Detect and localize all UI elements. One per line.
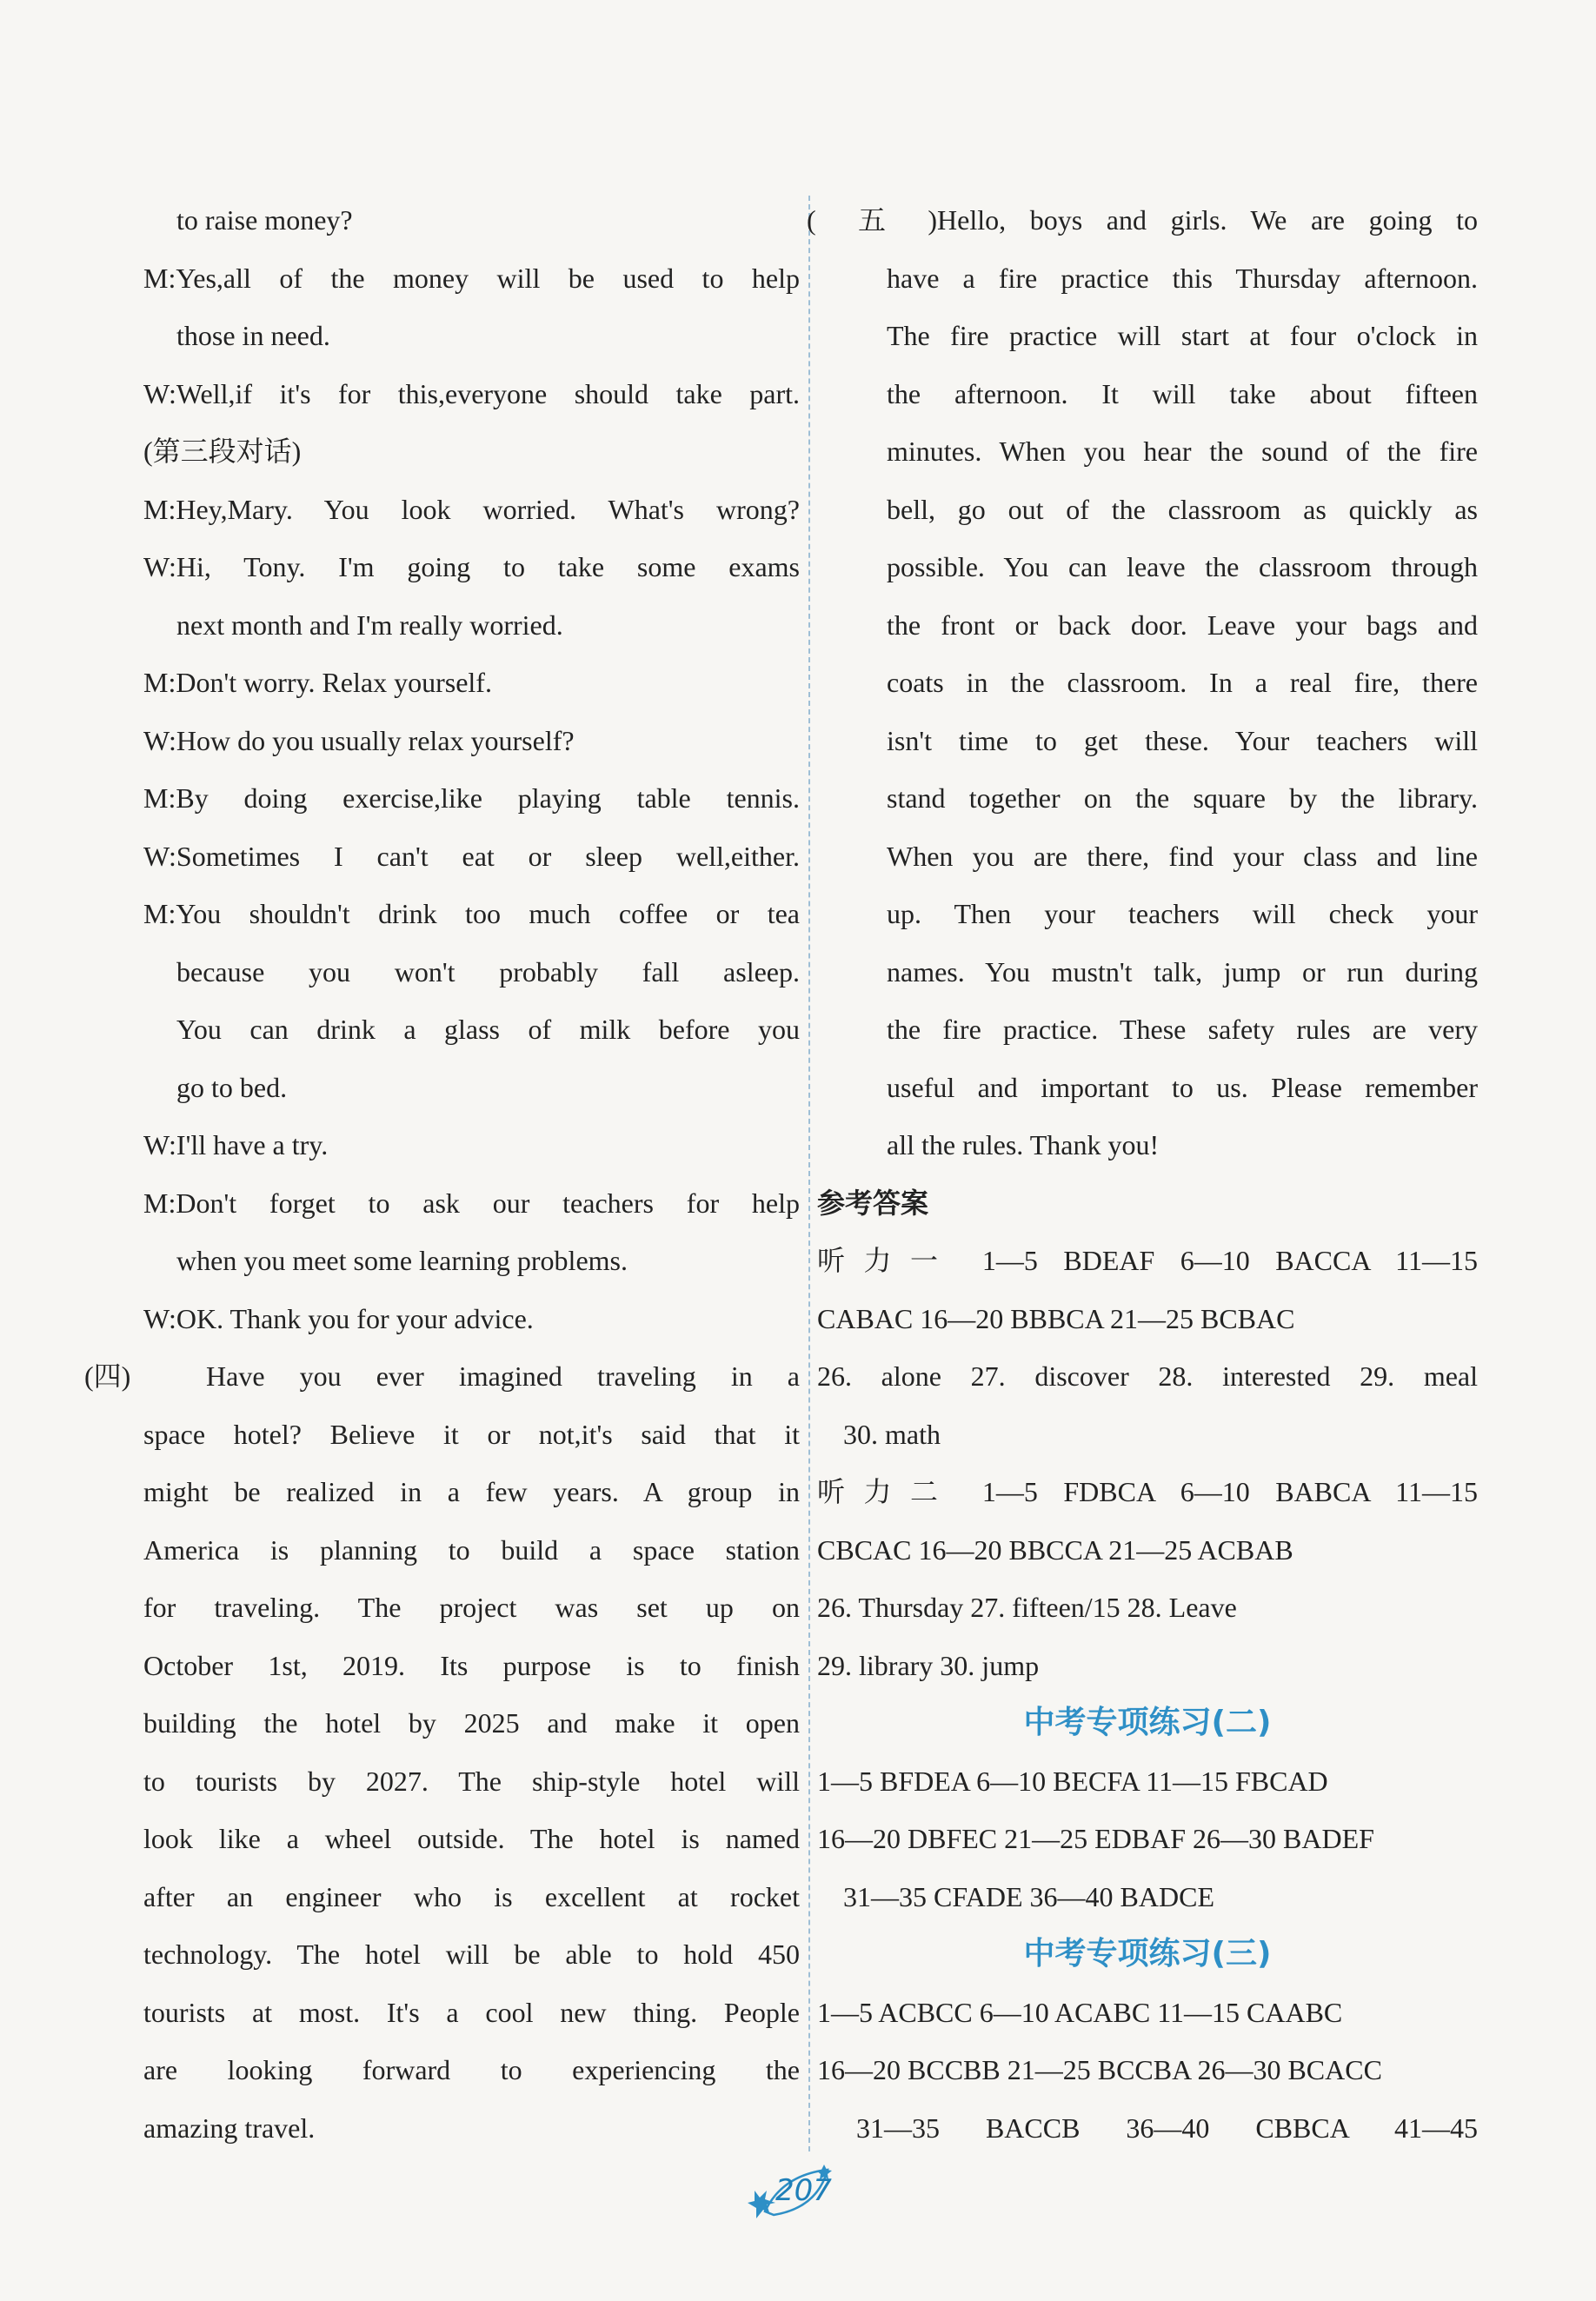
text-line: have a fire practice this Thursday afternoon.: [887, 262, 1478, 294]
text-line: might be realized in a few years. A group in: [143, 1476, 800, 1507]
text-line: go to bed.: [176, 1071, 288, 1103]
section-title: 中考专项练习(二): [1023, 1705, 1272, 1740]
text-line: next month and I'm really worried.: [176, 609, 563, 641]
text-line: 1—5 BFDEA 6—10 BECFA 11—15 FBCAD: [817, 1765, 1328, 1797]
text-line: the fire practice. These safety rules are very: [887, 1014, 1478, 1045]
text-line: 29. library 30. jump: [817, 1649, 1040, 1681]
text-line: minutes. When you hear the sound of the fire: [887, 436, 1478, 467]
text-line: 26. alone 27. discover 28. interested 29. meal: [817, 1360, 1478, 1392]
text-line: You can drink a glass of milk before you: [176, 1014, 800, 1045]
text-line: W:I'll have a try.: [143, 1129, 329, 1160]
text-line: 31—35 BACCB 36—40 CBBCA 41—45: [856, 2111, 1478, 2144]
answer-key-heading: 参考答案: [817, 1186, 929, 1220]
text-line: 听力二 1—5 FDBCA 6—10 BABCA 11—15: [817, 1476, 1478, 1507]
text-line: the front or back door. Leave your bags and: [887, 609, 1478, 641]
text-line: The fire practice will start at four o'clock in: [887, 320, 1478, 351]
text-line: W:Well,if it's for this,everyone should take part.: [143, 377, 800, 409]
line-text: Hello, boys and girls. We are going to: [937, 204, 1478, 236]
section-label: (五): [807, 204, 937, 236]
text-line: 31—35 CFADE 36—40 BADCE: [843, 1880, 1214, 1912]
text-line: 16—20 BCCBB 21—25 BCCBA 26—30 BCACC: [817, 2054, 1382, 2085]
text-line: 听力一 1—5 BDEAF 6—10 BACCA 11—15: [817, 1245, 1478, 1276]
text-line: space hotel? Believe it or not,it's said that it: [143, 1418, 800, 1450]
text-line: 26. Thursday 27. fifteen/15 28. Leave: [817, 1592, 1237, 1623]
text-line: W:Sometimes I can't eat or sleep well,either.: [143, 840, 800, 872]
text-line: When you are there, find your class and line: [887, 840, 1478, 872]
text-line: after an engineer who is excellent at rocket: [143, 1880, 800, 1912]
text-line: [84, 1347, 800, 1406]
text-line: for traveling. The project was set up on: [143, 1592, 800, 1623]
page-number: [748, 2158, 852, 2227]
text-line: W:How do you usually relax yourself?: [143, 724, 575, 756]
text-line: those in need.: [176, 320, 330, 351]
text-line: M:You shouldn't drink too much coffee or tea: [143, 898, 800, 929]
text-line: amazing travel.: [143, 2111, 316, 2144]
text-line: names. You mustn't talk, jump or run during: [887, 955, 1478, 988]
text-line: M:Don't worry. Relax yourself.: [143, 667, 492, 698]
section-title: 中考专项练习(三): [1023, 1936, 1272, 1972]
text-line: bell, go out of the classroom as quickly as: [887, 493, 1478, 525]
text-line: the afternoon. It will take about fifteen: [887, 377, 1478, 409]
line-text: Have you ever imagined traveling in a: [206, 1360, 800, 1392]
text-line: up. Then your teachers will check your: [887, 898, 1478, 929]
text-line: are looking forward to experiencing the: [143, 2054, 800, 2085]
text-line: useful and important to us. Please remember: [887, 1071, 1478, 1103]
text-line: (第三段对话): [143, 436, 302, 467]
text-line: tourists at most. It's a cool new thing. People: [143, 1996, 800, 2028]
text-line: October 1st, 2019. Its purpose is to finish: [143, 1649, 800, 1681]
text-line: 16—20 DBFEC 21—25 EDBAF 26—30 BADEF: [817, 1823, 1374, 1854]
text-line: America is planning to build a space station: [143, 1533, 800, 1566]
text-line: stand together on the square by the library.: [887, 782, 1478, 814]
text-line: look like a wheel outside. The hotel is named: [143, 1823, 800, 1854]
text-line: M:Don't forget to ask our teachers for help: [143, 1187, 800, 1219]
text-line: isn't time to get these. Your teachers will: [887, 724, 1478, 756]
text-line: W:OK. Thank you for your advice.: [143, 1302, 534, 1334]
text-line: technology. The hotel will be able to hold 450: [143, 1939, 800, 1970]
text-line: to tourists by 2027. The ship-style hotel will: [143, 1765, 800, 1797]
text-line: CABAC 16—20 BBBCA 21—25 BCBAC: [817, 1302, 1295, 1334]
text-line: when you meet some learning problems.: [176, 1245, 628, 1276]
page-number-text: 207: [775, 2173, 832, 2208]
text-line: 1—5 ACBCC 6—10 ACABC 11—15 CAABC: [817, 1996, 1343, 2028]
text-line: [807, 191, 1478, 249]
text-line: W:Hi, Tony. I'm going to take some exams: [143, 551, 800, 582]
text-line: building the hotel by 2025 and make it open: [143, 1707, 800, 1739]
text-line: possible. You can leave the classroom through: [887, 551, 1478, 582]
left-column: [84, 191, 800, 2157]
text-line: M:Hey,Mary. You look worried. What's wrong?: [143, 493, 800, 525]
text-line: CBCAC 16—20 BBCCA 21—25 ACBAB: [817, 1533, 1293, 1566]
text-line: all the rules. Thank you!: [887, 1129, 1160, 1160]
text-line: 30. math: [843, 1418, 941, 1450]
text-line: M:By doing exercise,like playing table tennis.: [143, 782, 800, 814]
section-label: (四): [84, 1360, 131, 1392]
text-line: M:Yes,all of the money will be used to help: [143, 262, 800, 294]
column-divider: [808, 196, 810, 2151]
text-line: because you won't probably fall asleep.: [176, 955, 800, 988]
text-line: to raise money?: [176, 204, 353, 236]
right-column: [807, 191, 1478, 2157]
text-line: coats in the classroom. In a real fire, there: [887, 667, 1478, 698]
